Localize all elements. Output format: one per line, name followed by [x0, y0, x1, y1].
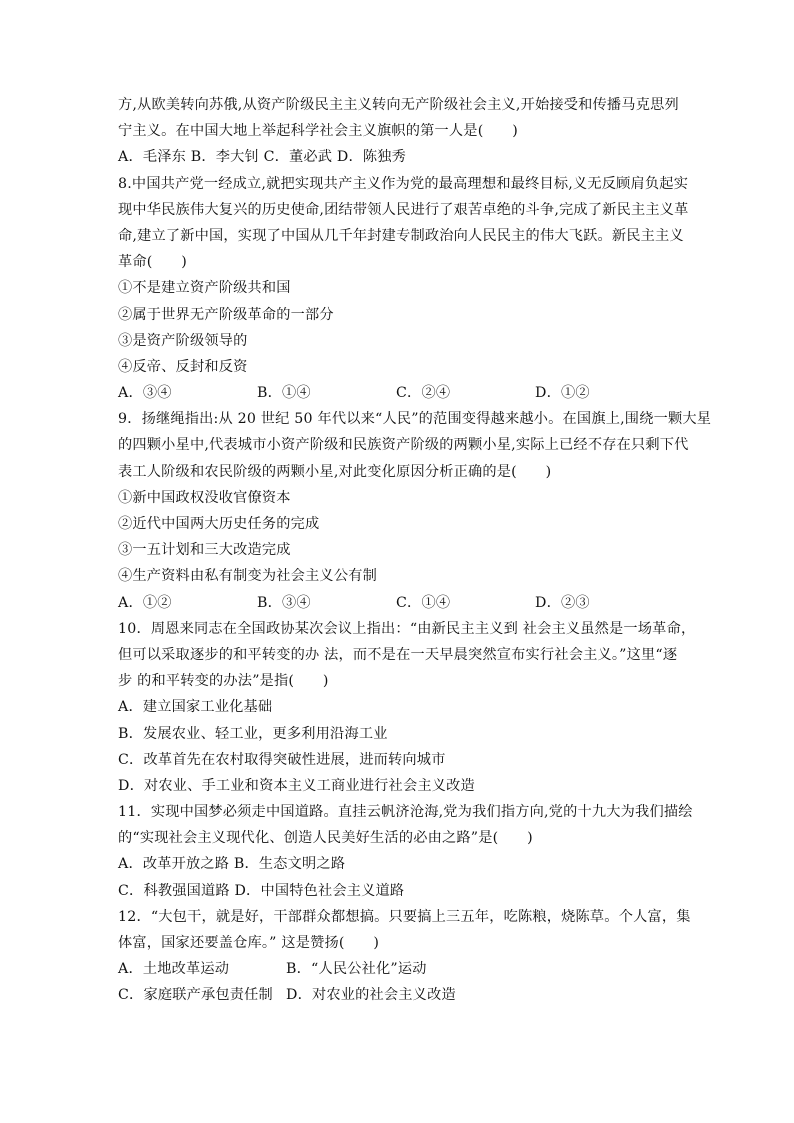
question-9 — [118, 406, 712, 616]
statement-item: ②属于世界无产阶级革命的一部分 — [118, 306, 334, 323]
question-text-line: 8.中国共产党一经成立,就把实现共产主义作为党的最高理想和最终目标,义无反顾肩负起实 — [118, 175, 689, 192]
question-text-line: 的“实现社会主义现代化、创造人民美好生活的必由之路”是( ) — [118, 830, 533, 847]
statement-item: ①不是建立资产阶级共和国 — [118, 280, 291, 297]
option-a: A．①② — [118, 594, 172, 611]
statement-item: ④反帝、反封和反资 — [118, 358, 248, 375]
statement-item: ②近代中国两大历史任务的完成 — [118, 516, 320, 532]
option-a: A．③④ — [118, 385, 172, 402]
question-10 — [118, 616, 696, 799]
question-text-line: 现中华民族伟大复兴的历史使命,团结带领人民进行了艰苦卓绝的斗争,完成了新民主主义革 — [118, 201, 689, 218]
question-text-line: 表工人阶级和农民阶级的两颗小星,对此变化原因分析正确的是( ) — [118, 463, 552, 480]
question-text-line: 革命( ) — [118, 254, 188, 271]
question-text-line: 体富，国家还要盖仓库。” 这是赞扬( ) — [118, 935, 380, 951]
answer-options — [118, 380, 684, 406]
question-11 — [118, 799, 693, 904]
question-8 — [118, 171, 689, 407]
question-text-line: 12．“大包干，就是好，干部群众都想搞。只要搞上三五年，吃陈粮，烧陈草。个人富，集 — [118, 908, 691, 925]
option-d: D．对农业、手工业和资本主义工商业进行社会主义改造 — [118, 777, 475, 794]
answer-options: C．科教强国道路 D．中国特色社会主义道路 — [118, 882, 405, 899]
question-text-line: 9．扬继绳指出:从 20 世纪 50 年代以来“人民”的范围变得越来越小。在国旗上,围绕一颗大星 — [118, 411, 712, 428]
option-d: D．②③ — [535, 594, 590, 611]
question-text-line: 但可以采取逐步的和平转变的办 法，而不是在一天早晨突然宣布实行社会主义。”这里“逐 — [118, 646, 678, 663]
option-b: B．③④ — [257, 594, 311, 611]
statement-item: ④生产资料由私有制变为社会主义公有制 — [118, 568, 377, 585]
answer-options — [118, 590, 684, 616]
option-c: C．②④ — [396, 385, 451, 402]
question-options: A．毛泽东 B．李大钊 C．董必武 D．陈独秀 — [118, 149, 407, 166]
statement-item: ③是资产阶级领导的 — [118, 332, 248, 349]
question-12 — [118, 904, 691, 1009]
question-text-line: 方,从欧美转向苏俄,从资产阶级民主主义转向无产阶级社会主义,开始接受和传播马克思列 — [118, 97, 679, 113]
question-text-line: 10．周恩来同志在全国政协某次会议上指出：“由新民主主义到 社会主义虽然是一场革命， — [118, 620, 696, 637]
answer-options — [118, 982, 684, 1008]
option-d: D．对农业的社会主义改造 — [286, 987, 456, 1004]
question-text-line: 的四颗小星中,代表城市小资产阶级和民族资产阶级的两颗小星,实际上已经不存在只剩下代 — [118, 437, 689, 454]
option-b: B．发展农业、轻工业，更多利用沿海工业 — [118, 725, 388, 742]
option-c: C．改革首先在农村取得突破性进展，进而转向城市 — [118, 751, 446, 768]
question-text-line: 步 的和平转变的办法”是指( ) — [118, 673, 329, 690]
answer-options — [118, 956, 684, 982]
option-c: C．①④ — [396, 594, 451, 611]
option-b: B．“人民公社化”运动 — [286, 961, 427, 978]
option-a: A．建立国家工业化基础 — [118, 699, 273, 716]
option-c: C．家庭联产承包责任制 — [118, 987, 273, 1004]
answer-options: A．改革开放之路 B．生态文明之路 — [118, 856, 346, 873]
option-b: B．①④ — [257, 385, 311, 402]
question-text-line: 宁主义。在中国大地上举起科学社会主义旗帜的第一人是( ) — [118, 123, 518, 140]
option-a: A．土地改革运动 — [118, 961, 230, 978]
option-d: D．①② — [535, 385, 590, 402]
question-text-line: 11．实现中国梦必须走中国道路。直挂云帆济沧海,党为我们指方向,党的十九大为我们描绘 — [118, 804, 693, 821]
statement-item: ③一五计划和三大改造完成 — [118, 542, 291, 559]
exam-page — [118, 92, 712, 1009]
question-text-line: 命,建立了新中国，实现了中国从几千年封建专制政治向人民民主的伟大飞跃。新民主主义 — [118, 227, 684, 244]
statement-item: ①新中国政权没收官僚资本 — [118, 489, 291, 506]
question-7 — [118, 92, 684, 171]
